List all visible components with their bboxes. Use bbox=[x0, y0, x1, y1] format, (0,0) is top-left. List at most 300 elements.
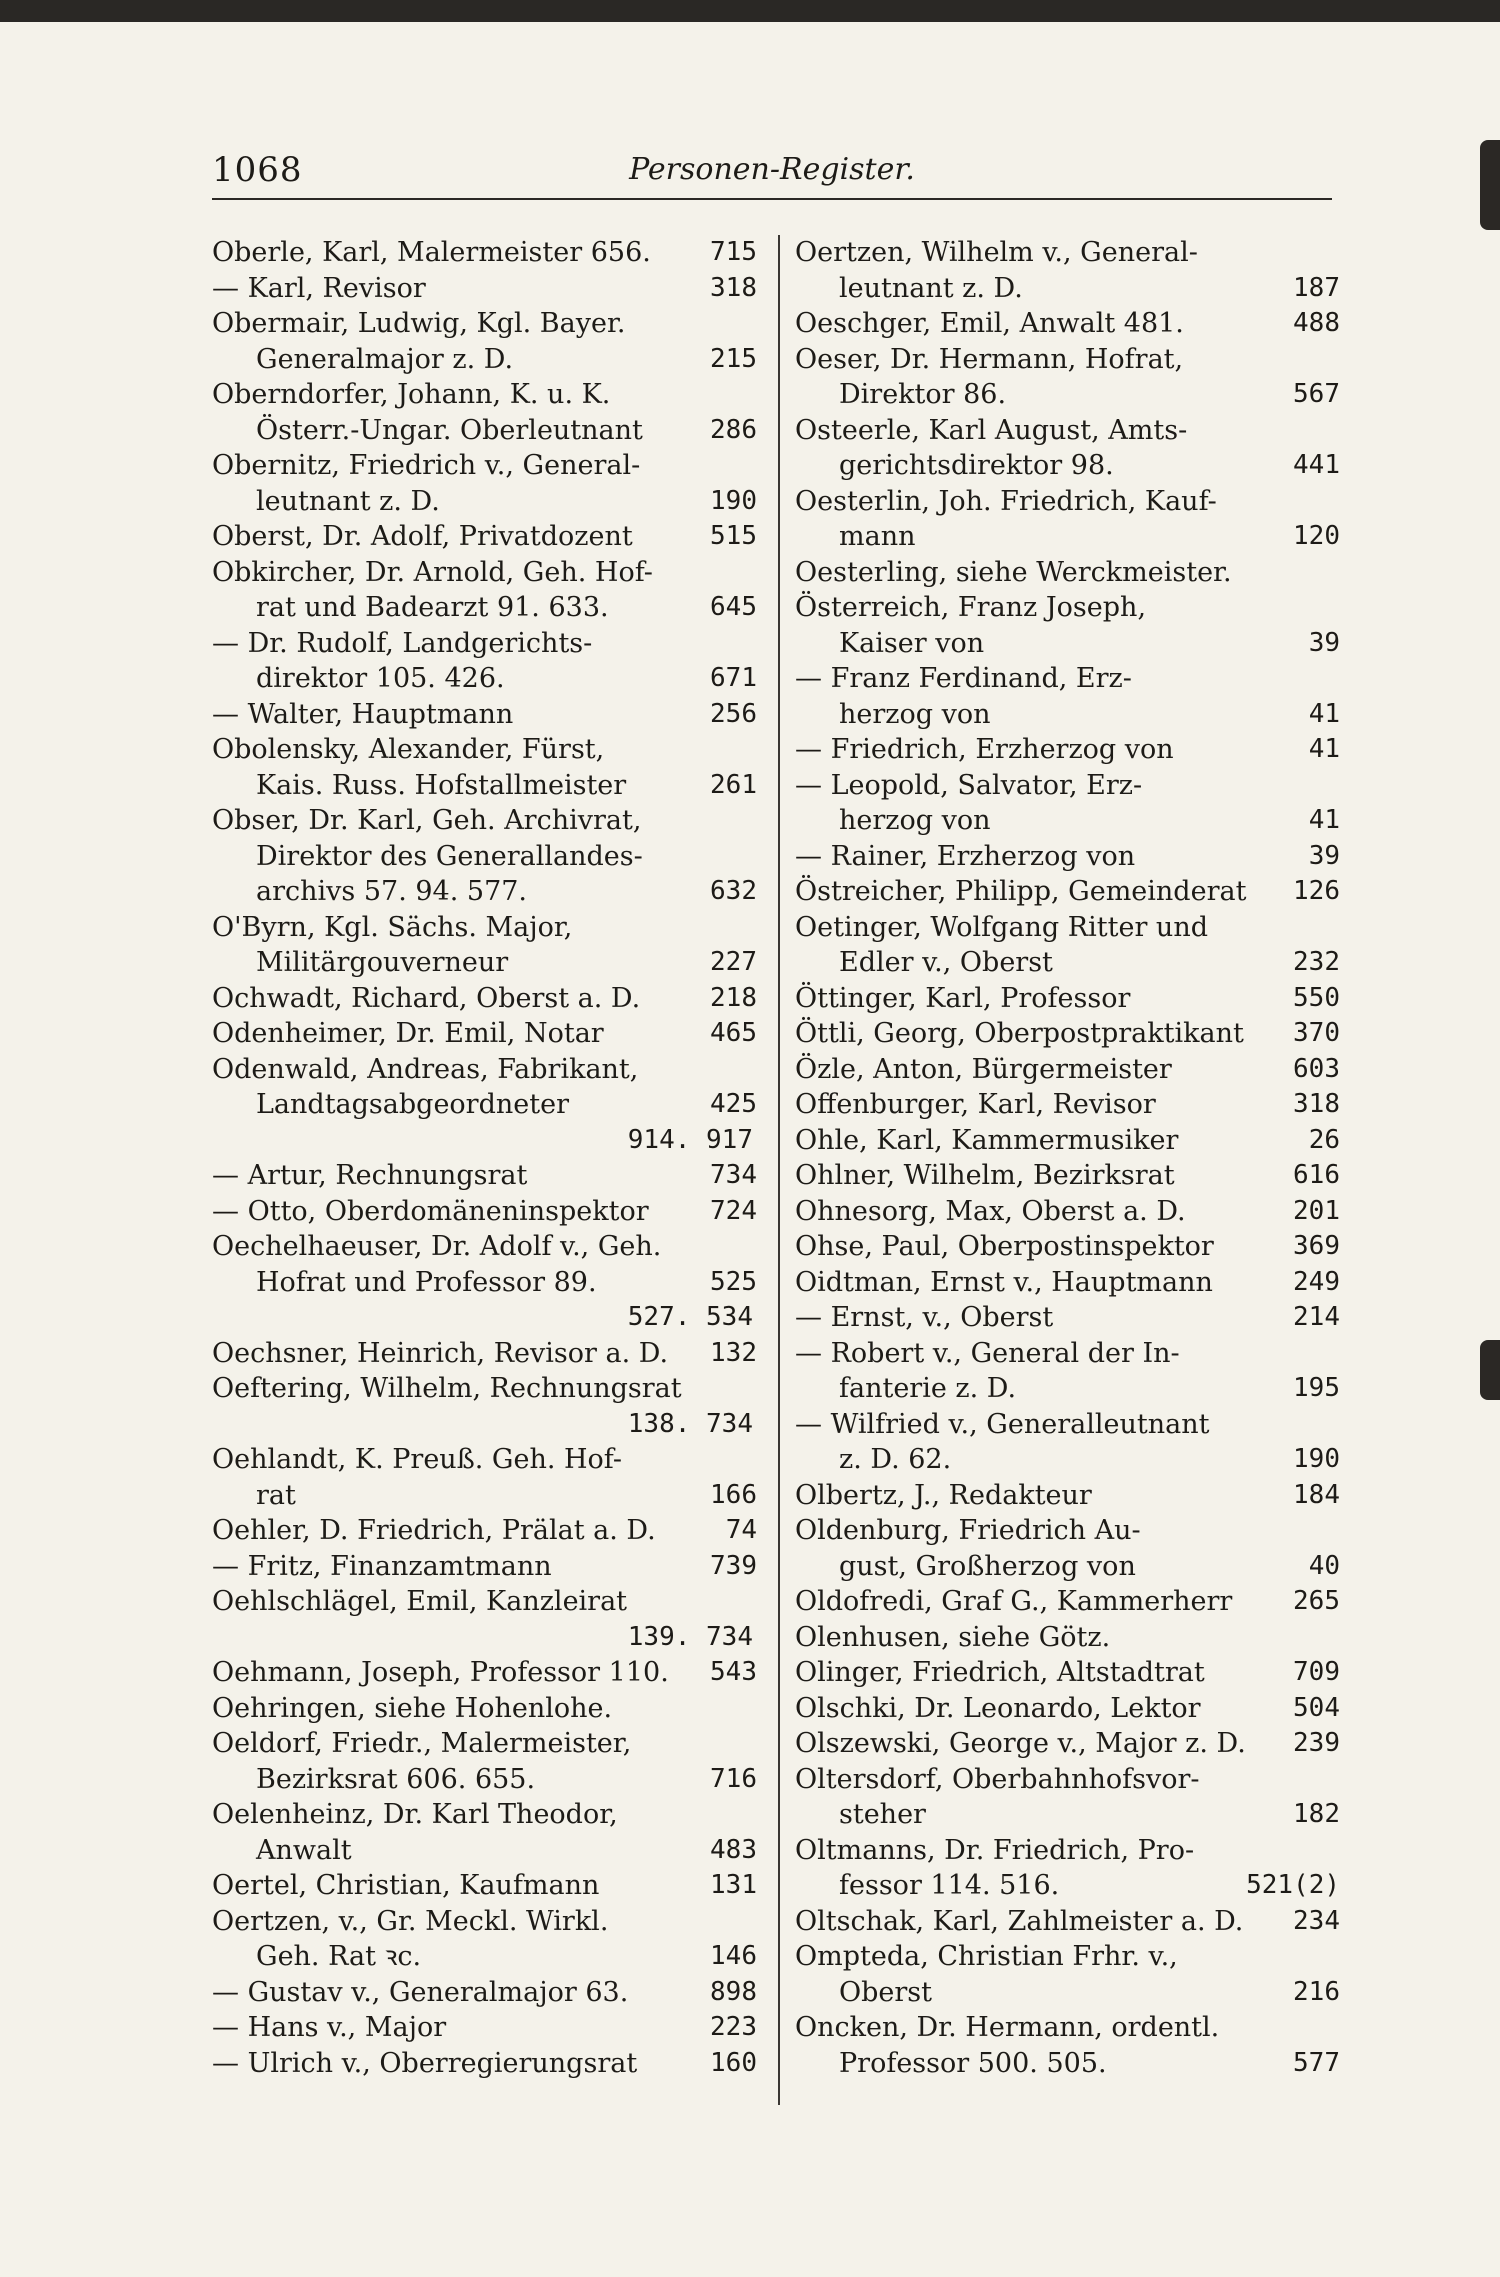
register-entry bbox=[795, 1655, 1340, 1691]
left-column bbox=[212, 235, 757, 2081]
entry-line bbox=[212, 448, 757, 484]
entry-pages: 715 bbox=[710, 237, 757, 267]
entry-name: — Fritz, Finanzamtmann bbox=[212, 1550, 552, 1582]
entry-pages: 216 bbox=[1293, 1976, 1340, 2007]
entry-continuation-text: direktor 105. 426. bbox=[256, 663, 505, 694]
register-entry bbox=[795, 1939, 1340, 2010]
entry-pages: 215 bbox=[710, 343, 757, 374]
entry-pages: 724 bbox=[710, 1195, 757, 1226]
entry-name: Oehmann, Joseph, Professor 110. bbox=[212, 1657, 669, 1688]
entry-line bbox=[212, 1158, 757, 1194]
entry-pages: 465 bbox=[710, 1018, 757, 1048]
entry-name: Oertel, Christian, Kaufmann bbox=[212, 1870, 600, 1901]
register-entry bbox=[212, 448, 757, 519]
entry-name: Oechsner, Heinrich, Revisor a. D. bbox=[212, 1337, 669, 1369]
entry-name: Oetinger, Wolfgang Ritter und bbox=[795, 911, 1208, 943]
register-entry bbox=[795, 306, 1340, 342]
entry-name: Olbertz, J., Redakteur bbox=[795, 1479, 1092, 1511]
entry-pages: 265 bbox=[1293, 1586, 1340, 1616]
register-entry bbox=[212, 2010, 757, 2046]
entry-line bbox=[212, 1904, 757, 1940]
entry-name: Oehler, D. Friedrich, Prälat a. D. bbox=[212, 1515, 656, 1546]
entry-line bbox=[795, 1939, 1340, 1975]
entry-line bbox=[795, 1265, 1340, 1301]
entry-name: Oeser, Dr. Hermann, Hofrat, bbox=[795, 343, 1184, 375]
entry-continuation-text: Hofrat und Professor 89. bbox=[256, 1266, 597, 1298]
entry-name: — Friedrich, Erzherzog von bbox=[795, 734, 1174, 765]
right-column bbox=[795, 235, 1340, 2081]
entry-pages: 261 bbox=[710, 769, 757, 800]
entry-name: Oidtman, Ernst v., Hauptmann bbox=[795, 1266, 1213, 1298]
entry-pages: 239 bbox=[1293, 1728, 1340, 1758]
register-entry bbox=[212, 1726, 757, 1797]
entry-pages: 645 bbox=[710, 592, 757, 622]
entry-name: Ohse, Paul, Oberpostinspektor bbox=[795, 1231, 1214, 1262]
entry-pages: 190 bbox=[710, 485, 757, 516]
entry-continuation bbox=[795, 448, 1340, 484]
entry-name: Oehlschlägel, Emil, Kanzleirat bbox=[212, 1586, 628, 1617]
register-entry bbox=[795, 1762, 1340, 1833]
entry-continuation bbox=[795, 945, 1340, 981]
entry-line bbox=[795, 1691, 1340, 1727]
entry-pages: 132 bbox=[710, 1337, 757, 1368]
entry-continuation bbox=[212, 1939, 757, 1975]
entry-pages: 488 bbox=[1293, 308, 1340, 338]
entry-name: Oeschger, Emil, Anwalt 481. bbox=[795, 308, 1184, 339]
entry-name: Oncken, Dr. Hermann, ordentl. bbox=[795, 2012, 1220, 2043]
entry-pages: 195 bbox=[1293, 1373, 1340, 1403]
register-entry bbox=[795, 1087, 1340, 1123]
column-divider bbox=[778, 235, 780, 2105]
entry-continuation bbox=[795, 519, 1340, 555]
entry-name: Ochwadt, Richard, Oberst a. D. bbox=[212, 982, 641, 1014]
register-entry bbox=[795, 839, 1340, 875]
entry-line bbox=[212, 732, 757, 768]
entry-continuation bbox=[212, 1265, 757, 1301]
entry-pages: 249 bbox=[1293, 1266, 1340, 1297]
entry-continuation-text: Generalmajor z. D. bbox=[256, 343, 514, 375]
entry-name: Oehlandt, K. Preuß. Geh. Hof- bbox=[212, 1444, 622, 1475]
entry-continuation-text: rat und Badearzt 91. 633. bbox=[256, 592, 609, 623]
register-entry bbox=[795, 1336, 1340, 1407]
register-entry bbox=[212, 1584, 757, 1655]
entry-continuation bbox=[795, 1371, 1340, 1407]
register-entry bbox=[212, 519, 757, 555]
entry-line bbox=[212, 1016, 757, 1052]
entry-continuation-text: Österr.-Ungar. Oberleutnant bbox=[256, 414, 643, 446]
entry-name: Oelenheinz, Dr. Karl Theodor, bbox=[212, 1799, 618, 1830]
entry-pages: 898 bbox=[710, 1976, 757, 2007]
entry-extra-pages-line bbox=[212, 1300, 757, 1336]
entry-continuation-text: leutnant z. D. bbox=[839, 272, 1023, 304]
entry-pages: 190 bbox=[1293, 1444, 1340, 1474]
entry-name: Oertzen, Wilhelm v., General- bbox=[795, 237, 1198, 268]
entry-continuation bbox=[212, 1478, 757, 1514]
entry-name: Oertzen, v., Gr. Meckl. Wirkl. bbox=[212, 1905, 609, 1937]
entry-line bbox=[212, 626, 757, 662]
entry-name: Ohlner, Wilhelm, Bezirksrat bbox=[795, 1160, 1175, 1191]
entry-continuation-text: Bezirksrat 606. 655. bbox=[256, 1763, 536, 1795]
entry-pages: 483 bbox=[710, 1834, 757, 1865]
entry-line bbox=[795, 342, 1340, 378]
entry-name: Oberst, Dr. Adolf, Privatdozent bbox=[212, 521, 633, 552]
entry-continuation bbox=[795, 271, 1340, 307]
entry-line bbox=[795, 874, 1340, 910]
entry-continuation bbox=[795, 697, 1340, 733]
entry-pages: 160 bbox=[710, 2047, 757, 2078]
register-entry bbox=[795, 1833, 1340, 1904]
scan-edge-mark bbox=[1480, 140, 1500, 230]
entry-pages: 734 bbox=[710, 1160, 757, 1190]
entry-name: — Gustav v., Generalmajor 63. bbox=[212, 1976, 629, 2008]
entry-line bbox=[795, 1087, 1340, 1123]
entry-continuation bbox=[795, 803, 1340, 839]
entry-line bbox=[212, 519, 757, 555]
entry-pages: 671 bbox=[710, 663, 757, 693]
register-entry bbox=[212, 1904, 757, 1975]
entry-pages: 39 bbox=[1308, 627, 1340, 658]
entry-continuation-text: Kais. Russ. Hofstallmeister bbox=[256, 769, 627, 801]
entry-name: Ompteda, Christian Frhr. v., bbox=[795, 1941, 1178, 1972]
register-entry bbox=[795, 1016, 1340, 1052]
entry-continuation bbox=[212, 874, 757, 910]
entry-pages: 515 bbox=[710, 521, 757, 551]
entry-name: Osteerle, Karl August, Amts- bbox=[795, 414, 1188, 446]
register-entry bbox=[212, 910, 757, 981]
entry-line bbox=[795, 1052, 1340, 1088]
entry-pages: 166 bbox=[710, 1479, 757, 1510]
entry-pages: 214 bbox=[1293, 1302, 1340, 1332]
entry-line bbox=[212, 1442, 757, 1478]
entry-name: Ohle, Karl, Kammermusiker bbox=[795, 1124, 1179, 1156]
entry-line bbox=[212, 1691, 757, 1727]
entry-line bbox=[212, 697, 757, 733]
entry-extra-pages: 527. 534 bbox=[627, 1302, 753, 1332]
entry-name: — Ulrich v., Oberregierungsrat bbox=[212, 2047, 638, 2079]
register-entry bbox=[212, 1797, 757, 1868]
entry-name: Oeftering, Wilhelm, Rechnungsrat bbox=[212, 1373, 682, 1404]
entry-line bbox=[795, 732, 1340, 768]
entry-name: — Otto, Oberdomäneninspektor bbox=[212, 1195, 649, 1227]
entry-line bbox=[795, 1336, 1340, 1372]
register-entry bbox=[795, 1123, 1340, 1159]
entry-extra-pages-line bbox=[212, 1123, 757, 1159]
register-entry bbox=[795, 555, 1340, 591]
entry-continuation-text: fanterie z. D. bbox=[839, 1373, 1017, 1404]
entry-name: Obermair, Ludwig, Kgl. Bayer. bbox=[212, 308, 626, 339]
entry-pages: 709 bbox=[1293, 1657, 1340, 1687]
entry-pages: 369 bbox=[1293, 1231, 1340, 1261]
entry-line bbox=[795, 1584, 1340, 1620]
entry-name: Oltschak, Karl, Zahlmeister a. D. bbox=[795, 1905, 1244, 1937]
register-entry bbox=[795, 413, 1340, 484]
entry-continuation bbox=[212, 661, 757, 697]
entry-pages: 521(2) bbox=[1246, 1870, 1340, 1900]
entry-name: Oesterling, siehe Werckmeister. bbox=[795, 556, 1232, 588]
entry-line bbox=[212, 981, 757, 1017]
entry-name: Olenhusen, siehe Götz. bbox=[795, 1621, 1111, 1653]
entry-continuation bbox=[212, 590, 757, 626]
register-entry bbox=[795, 661, 1340, 732]
entry-pages: 739 bbox=[710, 1550, 757, 1581]
entry-continuation-text: leutnant z. D. bbox=[256, 485, 440, 517]
entry-line bbox=[795, 235, 1340, 271]
entry-name: Obkircher, Dr. Arnold, Geh. Hof- bbox=[212, 556, 653, 588]
entry-continuation-text: Oberst bbox=[839, 1976, 933, 2008]
entry-continuation bbox=[212, 1833, 757, 1869]
register-entry bbox=[212, 803, 757, 910]
entry-name: — Walter, Hauptmann bbox=[212, 698, 514, 730]
entry-name: Oldenburg, Friedrich Au- bbox=[795, 1515, 1141, 1546]
entry-continuation bbox=[212, 768, 757, 804]
entry-line bbox=[795, 1300, 1340, 1336]
entry-name: — Ernst, v., Oberst bbox=[795, 1302, 1054, 1333]
entry-pages: 182 bbox=[1293, 1799, 1340, 1829]
entry-continuation bbox=[795, 1868, 1340, 1904]
entry-line bbox=[795, 1158, 1340, 1194]
register-entry bbox=[212, 732, 757, 803]
entry-continuation-text: Militärgouverneur bbox=[256, 947, 509, 978]
entry-continuation bbox=[212, 1087, 757, 1123]
entry-line bbox=[795, 981, 1340, 1017]
entry-line bbox=[795, 306, 1340, 342]
entry-line bbox=[795, 1407, 1340, 1443]
entry-line bbox=[795, 1194, 1340, 1230]
entry-line bbox=[795, 1016, 1340, 1052]
entry-line bbox=[212, 1549, 757, 1585]
entry-line bbox=[795, 1726, 1340, 1762]
entry-line bbox=[212, 377, 757, 413]
entry-continuation bbox=[795, 1442, 1340, 1478]
entry-continuation-text: Anwalt bbox=[256, 1834, 352, 1866]
register-entry bbox=[795, 1478, 1340, 1514]
register-entry bbox=[212, 1194, 757, 1230]
entry-continuation-text: Professor 500. 505. bbox=[839, 2047, 1107, 2079]
entry-continuation bbox=[212, 1762, 757, 1798]
entry-name: O'Byrn, Kgl. Sächs. Major, bbox=[212, 911, 573, 943]
entry-name: — Dr. Rudolf, Landgerichts- bbox=[212, 627, 593, 659]
entry-continuation bbox=[795, 2046, 1340, 2082]
entry-pages: 218 bbox=[710, 982, 757, 1013]
register-entry bbox=[795, 1158, 1340, 1194]
entry-line bbox=[795, 1123, 1340, 1159]
register-entry bbox=[212, 377, 757, 448]
entry-name: Olszewski, George v., Major z. D. bbox=[795, 1728, 1246, 1759]
entry-name: Oberndorfer, Johann, K. u. K. bbox=[212, 379, 611, 410]
entry-pages: 543 bbox=[710, 1657, 757, 1687]
entry-pages: 234 bbox=[1293, 1905, 1340, 1936]
entry-line bbox=[795, 1762, 1340, 1798]
register-entry bbox=[795, 1584, 1340, 1620]
entry-name: Oehringen, siehe Hohenlohe. bbox=[212, 1692, 613, 1724]
entry-pages: 131 bbox=[710, 1870, 757, 1900]
register-entry bbox=[795, 1052, 1340, 1088]
entry-name: Obolensky, Alexander, Fürst, bbox=[212, 734, 605, 765]
entry-name: Ohnesorg, Max, Oberst a. D. bbox=[795, 1195, 1186, 1227]
entry-name: Oechelhaeuser, Dr. Adolf v., Geh. bbox=[212, 1231, 662, 1262]
entry-line bbox=[795, 1620, 1340, 1656]
entry-name: — Franz Ferdinand, Erz- bbox=[795, 663, 1132, 694]
entry-continuation bbox=[795, 1549, 1340, 1585]
entry-continuation-text: z. D. 62. bbox=[839, 1444, 952, 1475]
entry-line bbox=[795, 1513, 1340, 1549]
register-entry bbox=[212, 626, 757, 697]
entry-continuation bbox=[212, 413, 757, 449]
register-entry bbox=[212, 1229, 757, 1336]
register-entry bbox=[212, 1868, 757, 1904]
entry-line bbox=[212, 1052, 757, 1088]
entry-continuation-text: fessor 114. 516. bbox=[839, 1870, 1060, 1901]
entry-pages: 318 bbox=[1293, 1089, 1340, 1119]
entry-line bbox=[795, 661, 1340, 697]
entry-pages: 26 bbox=[1308, 1124, 1340, 1155]
entry-pages: 201 bbox=[1293, 1195, 1340, 1226]
entry-line bbox=[795, 1833, 1340, 1869]
scan-edge-mark bbox=[1480, 1340, 1500, 1400]
register-entry bbox=[212, 697, 757, 733]
entry-pages: 41 bbox=[1308, 698, 1340, 729]
entry-pages: 74 bbox=[725, 1515, 757, 1545]
entry-continuation-text: Direktor des Generallandes- bbox=[256, 840, 643, 872]
entry-continuation-text: herzog von bbox=[839, 805, 991, 836]
register-entry bbox=[212, 1336, 757, 1372]
register-entry bbox=[795, 2010, 1340, 2081]
entry-pages: 441 bbox=[1293, 450, 1340, 480]
entry-pages: 187 bbox=[1293, 272, 1340, 303]
entry-pages: 550 bbox=[1293, 982, 1340, 1013]
entry-pages: 232 bbox=[1293, 947, 1340, 977]
entry-name: — Rainer, Erzherzog von bbox=[795, 840, 1136, 872]
entry-line bbox=[212, 1975, 757, 2011]
register-entry bbox=[795, 1904, 1340, 1940]
register-entry bbox=[795, 768, 1340, 839]
register-entry bbox=[212, 1513, 757, 1549]
register-entry bbox=[795, 1691, 1340, 1727]
entry-name: Odenheimer, Dr. Emil, Notar bbox=[212, 1018, 604, 1049]
entry-pages: 223 bbox=[710, 2012, 757, 2042]
entry-extra-pages: 138. 734 bbox=[627, 1408, 753, 1439]
register-entry bbox=[795, 981, 1340, 1017]
register-entry bbox=[795, 1300, 1340, 1336]
entry-continuation-text: Edler v., Oberst bbox=[839, 947, 1053, 978]
entry-line bbox=[212, 910, 757, 946]
register-entry bbox=[795, 1407, 1340, 1478]
entry-name: Obser, Dr. Karl, Geh. Archivrat, bbox=[212, 805, 642, 836]
entry-line bbox=[212, 306, 757, 342]
entry-pages: 603 bbox=[1293, 1053, 1340, 1084]
entry-line bbox=[795, 1904, 1340, 1940]
entry-pages: 504 bbox=[1293, 1692, 1340, 1723]
entry-name: Olinger, Friedrich, Altstadtrat bbox=[795, 1657, 1205, 1688]
entry-name: — Karl, Revisor bbox=[212, 272, 426, 304]
entry-continuation-text: steher bbox=[839, 1799, 926, 1830]
register-entry bbox=[795, 1265, 1340, 1301]
entry-continuation-text: Kaiser von bbox=[839, 627, 985, 659]
entry-continuation-text: gust, Großherzog von bbox=[839, 1550, 1136, 1582]
page-number: 1068 bbox=[212, 150, 303, 190]
entry-extra-pages: 914. 917 bbox=[627, 1124, 753, 1155]
entry-line bbox=[212, 555, 757, 591]
entry-line bbox=[212, 1726, 757, 1762]
entry-name: Oltersdorf, Oberbahnhofsvor- bbox=[795, 1763, 1200, 1795]
entry-line bbox=[212, 1655, 757, 1691]
entry-extra-pages-line bbox=[212, 1620, 757, 1656]
entry-line bbox=[212, 1513, 757, 1549]
register-entry bbox=[212, 306, 757, 377]
entry-name: — Artur, Rechnungsrat bbox=[212, 1160, 528, 1191]
register-entry bbox=[795, 1194, 1340, 1230]
entry-name: — Leopold, Salvator, Erz- bbox=[795, 769, 1143, 801]
entry-extra-pages: 139. 734 bbox=[627, 1621, 753, 1652]
entry-line bbox=[212, 2010, 757, 2046]
entry-continuation bbox=[795, 1797, 1340, 1833]
entry-continuation-text: Direktor 86. bbox=[839, 379, 1007, 410]
entry-name: Obernitz, Friedrich v., General- bbox=[212, 450, 641, 481]
entry-continuation-text: herzog von bbox=[839, 698, 991, 730]
entry-line bbox=[795, 1655, 1340, 1691]
register-entry bbox=[795, 1620, 1340, 1656]
entry-pages: 716 bbox=[710, 1763, 757, 1794]
entry-name: Odenwald, Andreas, Fabrikant, bbox=[212, 1053, 639, 1085]
page-header bbox=[212, 150, 1332, 194]
entry-line bbox=[795, 2010, 1340, 2046]
entry-pages: 227 bbox=[710, 947, 757, 977]
entry-pages: 39 bbox=[1308, 840, 1340, 871]
entry-pages: 370 bbox=[1293, 1018, 1340, 1048]
entry-line bbox=[795, 839, 1340, 875]
page-title: Personen-Register. bbox=[629, 152, 915, 187]
entry-continuation bbox=[212, 484, 757, 520]
entry-name: Öttli, Georg, Oberpostpraktikant bbox=[795, 1018, 1244, 1049]
entry-name: Olschki, Dr. Leonardo, Lektor bbox=[795, 1692, 1201, 1724]
entry-pages: 318 bbox=[710, 272, 757, 303]
register-entry bbox=[212, 1691, 757, 1727]
entry-line bbox=[212, 1194, 757, 1230]
register-entry bbox=[212, 1655, 757, 1691]
register-entry bbox=[795, 732, 1340, 768]
entry-name: — Hans v., Major bbox=[212, 2012, 447, 2043]
register-entry bbox=[795, 1726, 1340, 1762]
entry-name: Özle, Anton, Bürgermeister bbox=[795, 1053, 1172, 1085]
entry-extra-pages-line bbox=[212, 1407, 757, 1443]
entry-pages: 632 bbox=[710, 876, 757, 906]
entry-continuation-text: Landtagsabgeordneter bbox=[256, 1089, 569, 1120]
register-entry bbox=[212, 1549, 757, 1585]
register-entry bbox=[795, 910, 1340, 981]
entry-name: Oberle, Karl, Malermeister 656. bbox=[212, 237, 651, 268]
register-entry bbox=[212, 981, 757, 1017]
entry-line bbox=[795, 413, 1340, 449]
entry-pages: 525 bbox=[710, 1266, 757, 1297]
scan-top-band bbox=[0, 0, 1500, 22]
entry-name: Oltmanns, Dr. Friedrich, Pro- bbox=[795, 1834, 1195, 1866]
entry-continuation bbox=[212, 839, 757, 875]
entry-pages: 577 bbox=[1293, 2047, 1340, 2078]
register-entry bbox=[795, 342, 1340, 413]
entry-pages: 616 bbox=[1293, 1160, 1340, 1190]
entry-line bbox=[795, 590, 1340, 626]
entry-name: Öttinger, Karl, Professor bbox=[795, 982, 1131, 1014]
entry-pages: 256 bbox=[710, 698, 757, 729]
register-entry bbox=[212, 1975, 757, 2011]
register-entry bbox=[795, 874, 1340, 910]
entry-name: Östreicher, Philipp, Gemeinderat bbox=[795, 876, 1247, 907]
register-entry bbox=[795, 484, 1340, 555]
entry-line bbox=[795, 484, 1340, 520]
entry-continuation bbox=[212, 945, 757, 981]
register-entry bbox=[795, 590, 1340, 661]
entry-line bbox=[212, 235, 757, 271]
